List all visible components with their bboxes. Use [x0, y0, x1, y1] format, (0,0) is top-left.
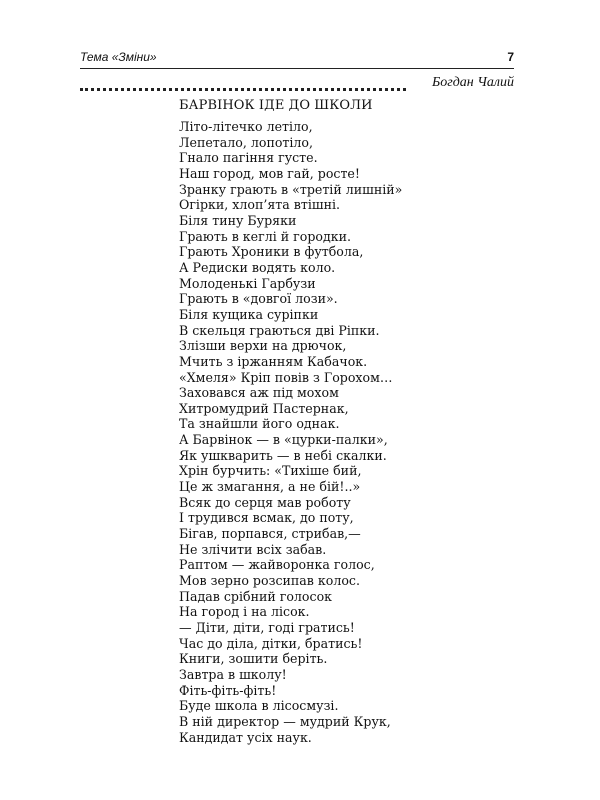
page-number: 7 — [507, 50, 514, 64]
poem-line: Та знайшли його однак. — [179, 416, 340, 432]
poem-line: Молоденькі Гарбузи — [179, 275, 316, 291]
poem-line: В скельця граються дві Ріпки. — [179, 322, 380, 338]
poem-line: Лепетало, лопотіло, — [179, 134, 314, 150]
section-title: Тема «Зміни» — [80, 50, 157, 64]
poem-line: На город і на лісок. — [179, 604, 310, 620]
poem-line: А Барвінок — в «цурки-палки», — [179, 432, 388, 448]
poem-line: Хитромудрий Пастернак, — [179, 400, 349, 416]
poem-line: Як ушкварить — в небі скалки. — [179, 447, 387, 463]
poem-line: Грають в кеглі й городки. — [179, 228, 351, 244]
poem-line: Огірки, хлоп’ята втішні. — [179, 197, 341, 213]
poem-line: Мчить з іржанням Кабачок. — [179, 353, 368, 369]
poem-line: Наш город, мов гай, росте! — [179, 165, 360, 181]
poem-line: Бігав, порпався, стрибав,— — [179, 526, 361, 542]
poem-line: Книги, зошити беріть. — [179, 651, 328, 667]
poem-line: Це ж змагання, а не бій!..» — [179, 479, 361, 495]
poem-line: І трудився всмак, до поту, — [179, 510, 354, 526]
poem-line: Грають Хроники в футбола, — [179, 244, 364, 260]
poem-line: Всяк до серця мав роботу — [179, 494, 351, 510]
poem-body — [179, 119, 509, 745]
poem-line: Біля тину Буряки — [179, 212, 297, 228]
poem-line: Падав срібний голосок — [179, 588, 333, 604]
poem-title: БАРВІНОК ІДЕ ДО ШКОЛИ — [179, 98, 373, 113]
poem-line: Злізши верхи на дрючок, — [179, 338, 347, 354]
poem-line: Раптом — жайворонка голос, — [179, 557, 375, 573]
poem-line: Час до діла, дітки, братись! — [179, 635, 363, 651]
poem-line: Зранку грають в «третій лишній» — [179, 181, 403, 197]
author-name: Богдан Чалий — [432, 75, 514, 90]
poem-line: Хрін бурчить: «Тихіше бий, — [179, 463, 362, 479]
poem-line: Заховався аж під мохом — [179, 385, 339, 401]
poem-line: Буде школа в лісосмузі. — [179, 698, 339, 714]
poem-line: Завтра в школу! — [179, 666, 287, 682]
poem-line: Біля кущика суріпки — [179, 306, 319, 322]
poem-line: Гнало пагіння густе. — [179, 150, 318, 166]
poem-line: Фіть-фіть-фіть! — [179, 682, 277, 698]
poem-line: Не злічити всіх забав. — [179, 541, 327, 557]
poem-line: А Редиски водять коло. — [179, 259, 336, 275]
poem-line: «Хмеля» Кріп повів з Горохом… — [179, 369, 393, 385]
dotted-leader — [80, 88, 406, 91]
header-rule — [80, 68, 514, 69]
poem-line: — Діти, діти, годі гратись! — [179, 620, 355, 635]
poem-line: Мов зерно розсипав колос. — [179, 573, 360, 589]
running-head — [80, 50, 514, 70]
poem-line: В ній директор — мудрий Крук, — [179, 713, 391, 729]
poem-line: Кандидат усіх наук. — [179, 729, 312, 745]
poem-line: Літо-літечко летіло, — [179, 119, 313, 134]
poem-line: Грають в «довгої лози». — [179, 291, 338, 307]
